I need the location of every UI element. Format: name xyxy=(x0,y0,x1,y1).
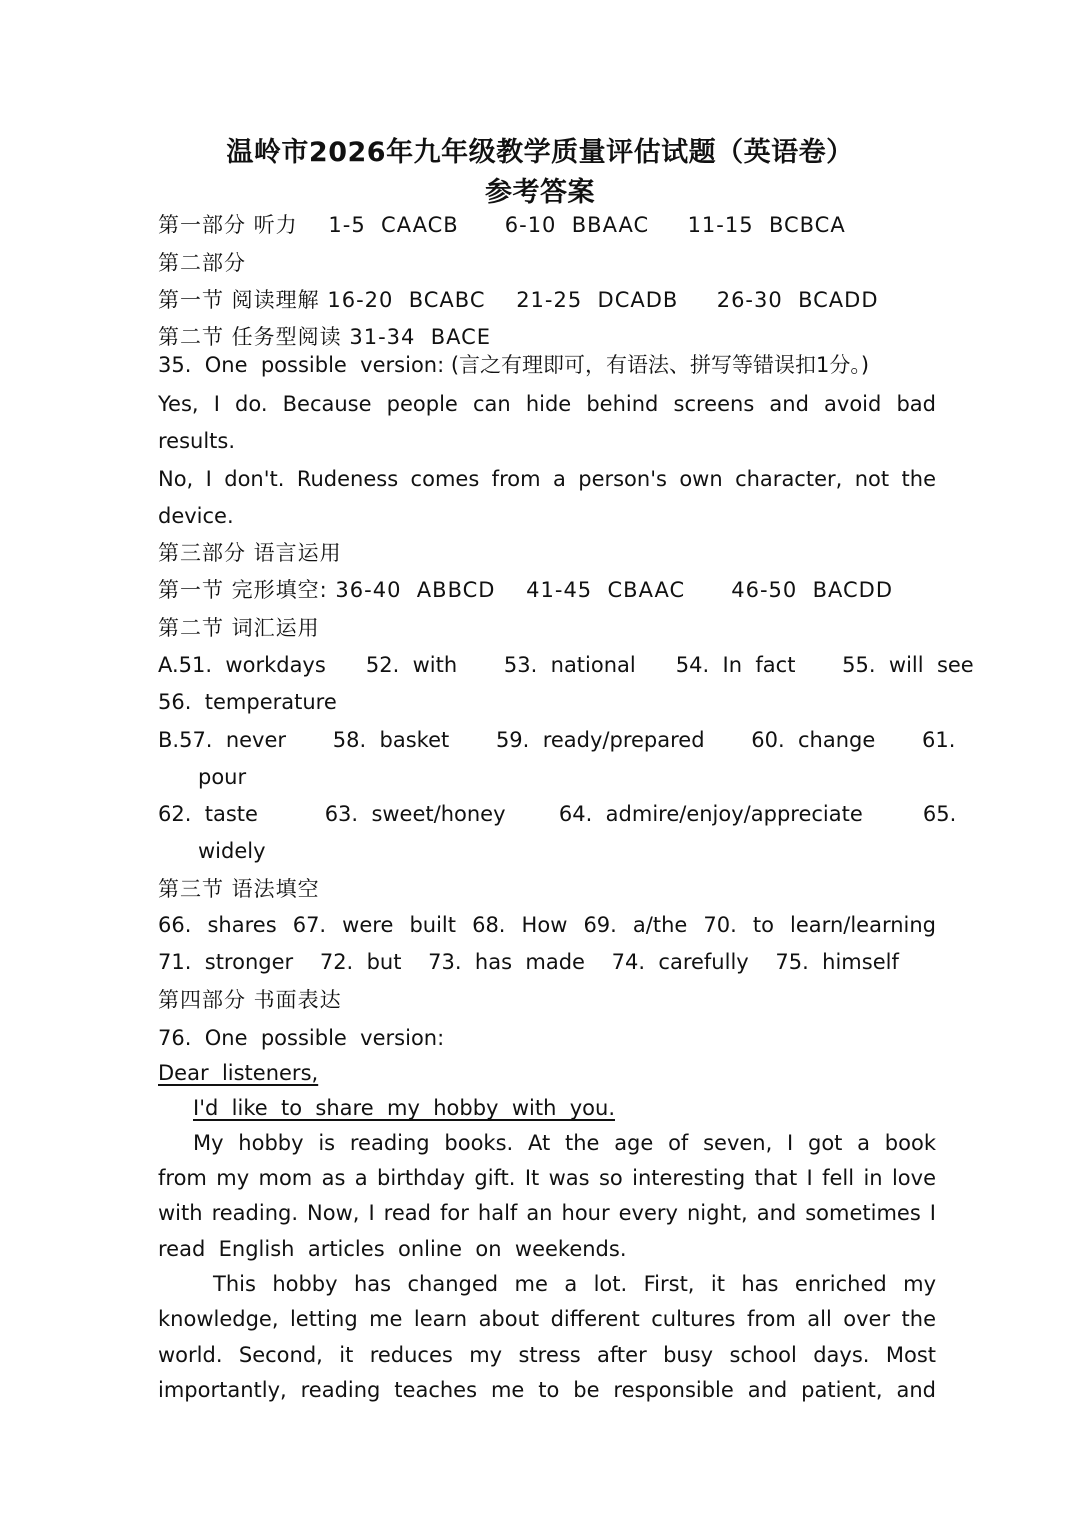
essay-p2-line4: importantly, reading teaches me to be responsible and patient, and xyxy=(158,1378,936,1402)
essay-p2-line2: knowledge, letting me learn about different cultures from all over the xyxy=(158,1307,936,1331)
q35-answer-yes-cont: results. xyxy=(158,429,236,453)
vocab-b-answers: B.57. never 58. basket 59. ready/prepared 60. change 61. xyxy=(158,728,956,752)
essay-salutation: Dear listeners, xyxy=(158,1061,319,1085)
q35-note: 35. One possible version: (言之有理即可，有语法、拼写等错误扣1分。) xyxy=(158,353,870,377)
task-reading-answers: 第二节 任务型阅读 31-34 BACE xyxy=(158,325,492,349)
grammar-answers-1: 66. shares 67. were built 68. How 69. a/the 70. to learn/learning xyxy=(158,913,936,937)
essay-p1-line2: from my mom as a birthday gift. It was so interesting that I fell in love xyxy=(158,1166,936,1190)
q35-answer-yes: Yes, I do. Because people can hide behind screens and avoid bad xyxy=(158,392,936,416)
essay-opening: I'd like to share my hobby with you. xyxy=(193,1096,615,1120)
essay-p1-line3: with reading. Now, I read for half an hour every night, and sometimes I xyxy=(158,1201,936,1225)
vocab-b-answers-2: 62. taste 63. sweet/honey 64. admire/enjoy/appreciate 65. xyxy=(158,802,957,826)
essay-p1-line1: My hobby is reading books. At the age of seven, I got a book xyxy=(193,1131,936,1155)
q76-label: 76. One possible version: xyxy=(158,1026,445,1050)
vocab-b-answers-cont: pour xyxy=(198,765,247,789)
essay-p1-line4: read English articles online on weekends. xyxy=(158,1237,627,1261)
vocab-heading: 第二节 词汇运用 xyxy=(158,616,320,640)
part1-listening-answers: 第一部分 听力 1-5 CAACB 6-10 BBAAC 11-15 BCBCA xyxy=(158,213,846,237)
part4-heading: 第四部分 书面表达 xyxy=(158,988,342,1012)
document-title: 温岭市2026年九年级教学质量评估试题（英语卷） xyxy=(226,137,854,168)
part2-heading: 第二部分 xyxy=(158,251,246,275)
essay-p2-line3: world. Second, it reduces my stress after busy school days. Most xyxy=(158,1343,936,1367)
grammar-heading: 第三节 语法填空 xyxy=(158,877,320,901)
vocab-a-answers: A.51. workdays 52. with 53. national 54. In fact 55. will see xyxy=(158,653,974,677)
q35-answer-no-cont: device. xyxy=(158,504,234,528)
reading-answers: 第一节 阅读理解 16-20 BCABC 21-25 DCADB 26-30 BCADD xyxy=(158,288,879,312)
document-subtitle: 参考答案 xyxy=(485,177,595,208)
vocab-a-answers-cont: 56. temperature xyxy=(158,690,337,714)
cloze-answers: 第一节 完形填空: 36-40 ABBCD 41-45 CBAAC 46-50 BACDD xyxy=(158,578,894,602)
essay-p2-line1: This hobby has changed me a lot. First, it has enriched my xyxy=(213,1272,936,1296)
part3-heading: 第三部分 语言运用 xyxy=(158,541,342,565)
grammar-answers-2: 71. stronger 72. but 73. has made 74. carefully 75. himself xyxy=(158,950,899,974)
vocab-b-answers-2-cont: widely xyxy=(198,839,266,863)
q35-answer-no: No, I don't. Rudeness comes from a person's own character, not the xyxy=(158,467,936,491)
